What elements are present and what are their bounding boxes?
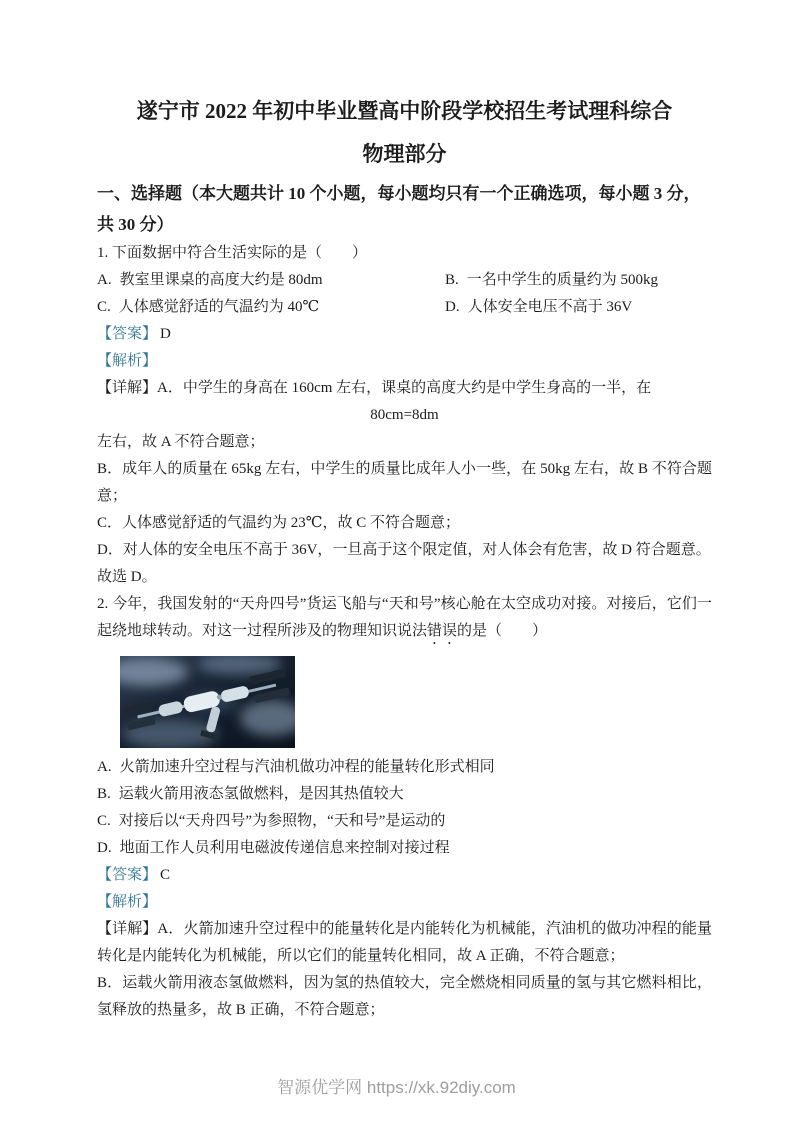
footer-watermark: 智源优学网 https://xk.92diy.com xyxy=(277,1078,516,1097)
q1-options xyxy=(97,267,712,321)
q2-stem-text: 2. 今年，我国发射的“天舟四号”货运飞船与“天和号”核心舱在太空成功对接。对接后，它们一起绕地球转动。对这一过程所涉及的物理知识说法 xyxy=(97,596,712,639)
space-station-photo xyxy=(120,656,295,748)
option-label: B. xyxy=(97,786,111,802)
q1-detail-d: D．对人体的安全电压不高于 36V，一旦高于这个限定值，对人体会有危害，故 D 符合题意。 xyxy=(97,542,711,558)
q2-stem-text-tail: 的是（ ） xyxy=(457,623,548,639)
option-label: C. xyxy=(97,813,111,829)
q1-detail-b: B．成年人的质量在 65kg 左右，中学生的质量比成年人小一些，在 50kg 左右，故 B 不符合题意； xyxy=(97,461,712,504)
analysis-marker: 【解析】 xyxy=(97,353,158,369)
q1-option-d xyxy=(445,294,712,321)
analysis-marker: 【解析】 xyxy=(97,894,158,910)
detail-text: A．中学生的身高在 160cm 左右，课桌的高度大约是中学生身高的一半，在 xyxy=(157,380,652,396)
section-header xyxy=(97,178,712,240)
option-label: A. xyxy=(97,759,112,775)
q1-option-b xyxy=(445,267,712,294)
option-text: 火箭加速升空过程与汽油机做功冲程的能量转化形式相同 xyxy=(119,759,495,775)
title-line-1: 遂宁市 2022 年初中毕业暨高中阶段学校招生考试理科综合 xyxy=(136,99,673,123)
space-station-illustration xyxy=(120,656,295,748)
q1-conclusion: 故选 D。 xyxy=(97,569,157,585)
q2-detail-a xyxy=(97,916,712,970)
option-label: A. xyxy=(97,272,112,288)
section-header-line-1: 一、选择题（本大题共计 10 个小题，每小题均只有一个正确选项，每小题 3 分， xyxy=(97,184,701,203)
q2-answer-line xyxy=(97,862,712,889)
q2-stem xyxy=(97,591,712,648)
q1-detail-a-line2: 左右，故 A 不符合题意； xyxy=(97,434,265,450)
title-line-2: 物理部分 xyxy=(362,142,447,166)
option-label: D. xyxy=(97,840,112,856)
option-text: 人体安全电压不高于 36V xyxy=(467,299,633,315)
answer-marker: 【答案】 xyxy=(97,326,158,342)
exam-body xyxy=(97,240,712,1024)
detail-text: A．火箭加速升空过程中的能量转化是内能转化为机械能，汽油机的做功冲程的能量转化是内能转化为机械能，所以它们的能量转化相同，故 A 正确，不符合题意； xyxy=(97,921,712,964)
option-label: B. xyxy=(445,272,459,288)
option-text: 一名中学生的质量约为 500kg xyxy=(466,272,659,288)
q2-option-a xyxy=(97,754,712,781)
q2-option-d xyxy=(97,835,712,862)
option-label: C. xyxy=(97,299,111,315)
q2-stem-emphasized-word: 错误 xyxy=(427,623,458,639)
q2-options xyxy=(97,754,712,862)
q2-option-c xyxy=(97,808,712,835)
q1-equation: 80cm=8dm xyxy=(370,407,439,423)
q2-answer-value: C xyxy=(160,867,171,883)
q1-answer-value: D xyxy=(160,326,171,342)
option-label: D. xyxy=(445,299,460,315)
q1-answer-line xyxy=(97,321,712,348)
q1-detail-a-line1 xyxy=(97,375,712,402)
q1-option-c xyxy=(97,294,445,321)
option-text: 对接后以“天舟四号”为参照物，“天和号”是运动的 xyxy=(118,813,446,829)
answer-marker: 【答案】 xyxy=(97,867,158,883)
q1-detail-c: C．人体感觉舒适的气温约为 23℃，故 C 不符合题意； xyxy=(97,515,461,531)
q1-option-a xyxy=(97,267,445,294)
q2-detail-b: B．运载火箭用液态氢做燃料，因为氢的热值较大，完全燃烧相同质量的氢与其它燃料相比，氢释放的热量多，故 B 正确，不符合题意； xyxy=(97,975,712,1018)
q1-analysis-line xyxy=(97,348,712,375)
detail-marker: 【详解】 xyxy=(97,921,158,937)
option-text: 人体感觉舒适的气温约为 40℃ xyxy=(118,299,320,315)
q2-option-b xyxy=(97,781,712,808)
option-text: 地面工作人员利用电磁波传递信息来控制对接过程 xyxy=(119,840,450,856)
option-text: 教室里课桌的高度大约是 80dm xyxy=(119,272,323,288)
q1-stem: 1. 下面数据中符合生活实际的是（ ） xyxy=(97,245,368,261)
document-title xyxy=(97,90,712,176)
option-text: 运载火箭用液态氢做燃料，是因其热值较大 xyxy=(118,786,404,802)
detail-marker: 【详解】 xyxy=(97,380,158,396)
section-header-line-2: 共 30 分） xyxy=(97,215,174,234)
q2-analysis-line xyxy=(97,889,712,916)
